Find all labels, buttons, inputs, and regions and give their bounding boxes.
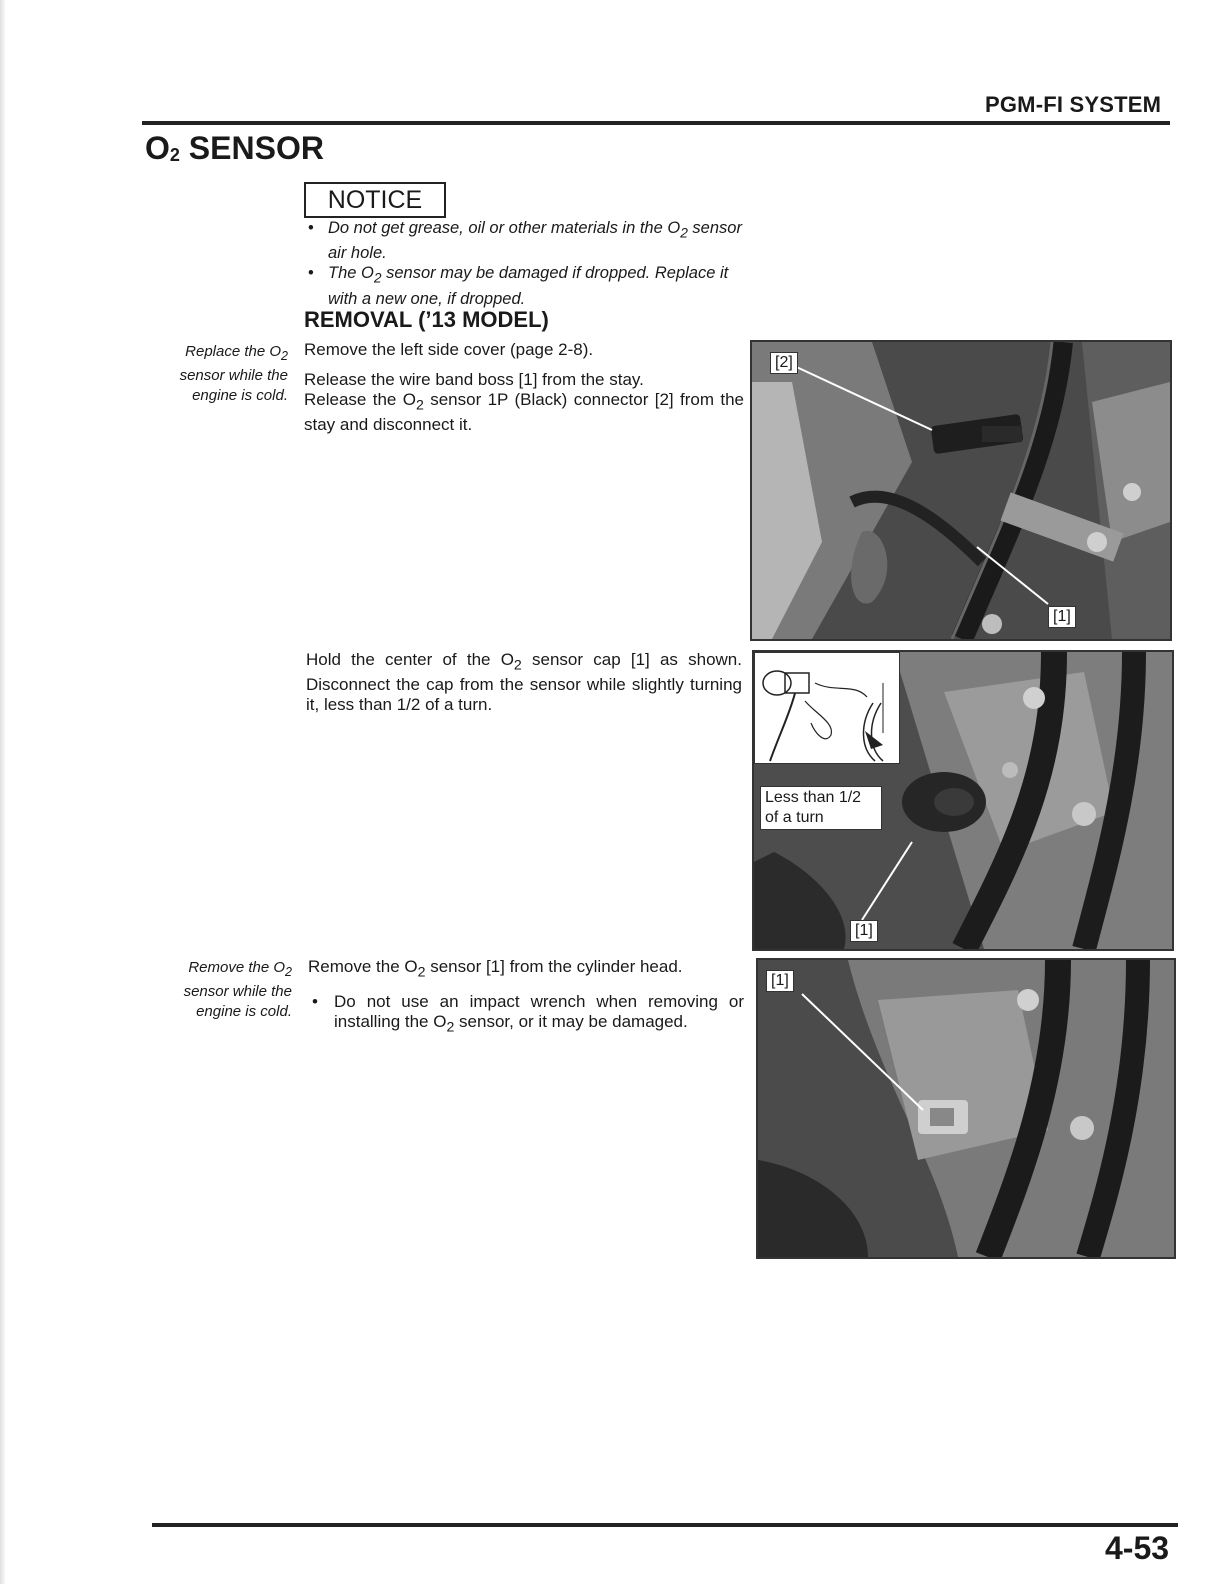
step1-text — [304, 340, 744, 435]
callout-1: [1] — [766, 970, 794, 992]
step1-line1: Remove the left side cover (page 2-8). — [304, 340, 594, 359]
removal-heading: REMOVAL (’13 MODEL) — [304, 307, 549, 332]
page-number: 4-53 — [1105, 1530, 1170, 1566]
page-title: $O_2$ SENSOR — [145, 130, 324, 166]
callout-1: [1] — [850, 920, 878, 942]
notice-item: • Do not get grease, oil or other materials in the $O_2$ sensor air hole. — [308, 218, 748, 263]
step3-text — [308, 957, 744, 1038]
photo-sensor-removal — [756, 958, 1176, 1259]
photo-connector — [750, 340, 1172, 641]
notice-label: NOTICE — [304, 182, 446, 218]
header-rule — [142, 121, 1170, 125]
step1-line2: Release the wire band boss [1] from the stay. — [304, 370, 644, 389]
callout-1: [1] — [1048, 606, 1076, 628]
step1-line3: Release the $O_2$ sensor 1P (Black) connector [2] from the stay and disconnect it. — [304, 390, 744, 435]
photo-sensor-cap — [752, 650, 1174, 951]
footer-rule — [152, 1523, 1178, 1527]
cap-diagram-inset — [754, 652, 900, 764]
section-header: PGM-FI SYSTEM — [985, 92, 1162, 117]
notice-item: • The $O_2$ sensor may be damaged if dropped. Replace it with a new one, if dropped. — [308, 263, 748, 308]
notice-list — [308, 218, 748, 309]
side-note-replace: Replace the $O_2$ sensor while the engine is cold. — [179, 343, 288, 404]
scan-edge — [0, 0, 6, 1584]
step3-caution: • Do not use an impact wrench when removing or installing the $O_2$ sensor, or it may be damaged. — [308, 992, 744, 1037]
side-note-remove: Remove the $O_2$ sensor while the engine is cold. — [183, 959, 292, 1020]
turn-callout: Less than 1/2 of a turn — [760, 786, 882, 830]
step3-line: Remove the $O_2$ sensor [1] from the cylinder head. — [308, 957, 683, 981]
step2-text: Hold the center of the $O_2$ sensor cap [1] as shown. Disconnect the cap from the sensor while slightly turning it, less than 1/2 of a turn. — [306, 650, 742, 715]
callout-2: [2] — [770, 352, 798, 374]
